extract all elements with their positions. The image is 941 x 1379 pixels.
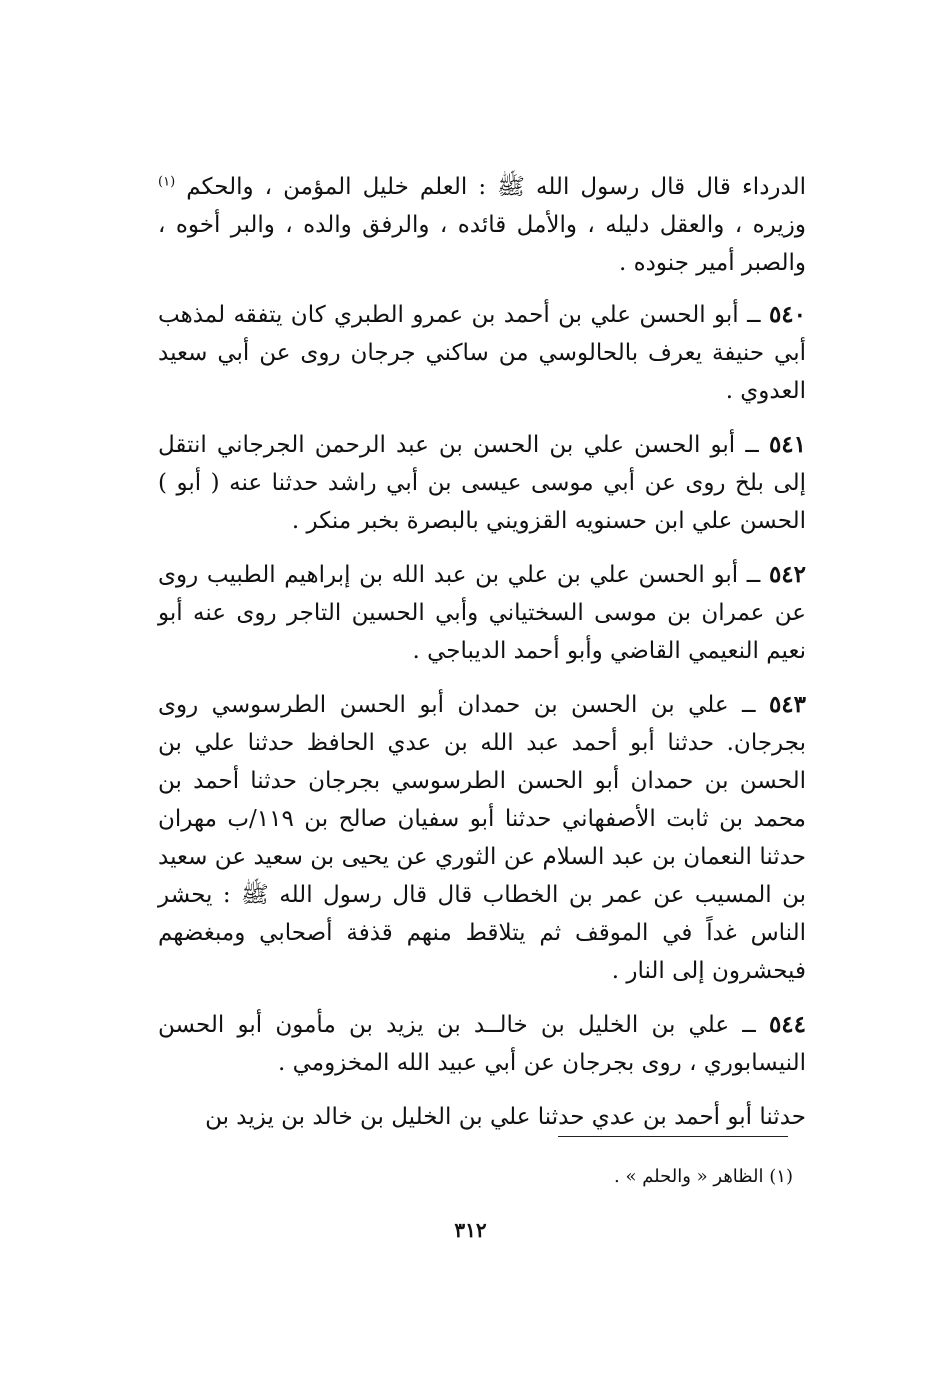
entry-text: ــ أبو الحسن علي بن الحسن بن عبد الرحمن الجرجاني انتقل إلى بلخ روى عن أبي موسى عيسى بن أبي راشد حدثنا عنه ( أبو ) الحسن علي ابن حسنويه القزويني بالبصرة بخبر منكر . [158,432,806,534]
paragraph-text-after: وزيره ، والعقل دليله ، والأمل قائده ، والرفق والده ، والبر أخوه ، والصبر أمير جنوده . [158,212,806,276]
entry-text: ــ أبو الحسن علي بن علي بن عبد الله بن إبراهيم الطبيب روى عن عمران بن موسى السختياني وأبي الحسين التاجر روى عنه أبو نعيم النعيمي القاضي وأبو أحمد الديباجي . [158,562,806,664]
entry-541 [158,426,806,540]
footnote-text: الظاهر « والحلم » . [614,1166,770,1187]
entry-number: ٥٤٣ [768,691,806,718]
footnote-number: (١) [769,1166,793,1187]
paragraph-continuation [158,168,806,282]
paragraph-hadith-chain [158,1098,806,1136]
entry-number: ٥٤٤ [768,1011,806,1038]
footnote-reference: (١) [158,174,176,190]
entry-number: ٥٤٢ [768,561,806,588]
entry-542 [158,556,806,670]
page-number: ٣١٢ [454,1218,487,1242]
entry-543 [158,686,806,990]
footnote [614,1164,793,1190]
entry-number: ٥٤٠ [768,301,806,328]
entry-540 [158,296,806,410]
entry-544 [158,1006,806,1082]
main-text [158,168,806,1152]
entry-text: ــ علي بن الحسن بن حمدان أبو الحسن الطرسوسي روى بجرجان. حدثنا أبو أحمد عبد الله بن عدي الحافظ حدثنا علي بن الحسن بن حمدان أبو الحسن الطرسوسي بجرجان حدثنا أحمد بن محمد بن ثابت الأصفهاني حدثنا أبو سفيان صالح بن ١١٩/ب مهران حدثنا النعمان بن عبد السلام عن الثوري عن يحيى بن سعيد عن سعيد بن المسيب عن عمر بن الخطاب قال قال رسول الله ﷺ : يحشر الناس غداً في الموقف ثم يتلاقط منهم قذفة أصحابي ومبغضهم فيحشرون إلى النار . [158,692,807,984]
paragraph-text: حدثنا أبو أحمد بن عدي حدثنا علي بن الخليل بن خالد بن يزيد بن [205,1104,806,1130]
entry-text: ــ علي بن الخليل بن خالــد بن يزيد بن مأمون أبو الحسن النيسابوري ، روى بجرجان عن أبي عبيد الله المخزومي . [158,1012,806,1076]
footnote-separator [558,1136,788,1137]
entry-number: ٥٤١ [768,431,806,458]
entry-text: ــ أبو الحسن علي بن أحمد بن عمرو الطبري كان يتفقه لمذهب أبي حنيفة يعرف بالحالوسي من ساكني جرجان روى عن أبي سعيد العدوي . [158,302,806,404]
paragraph-text: الدرداء قال قال رسول الله ﷺ : العلم خليل المؤمن ، والحكم [186,174,807,200]
